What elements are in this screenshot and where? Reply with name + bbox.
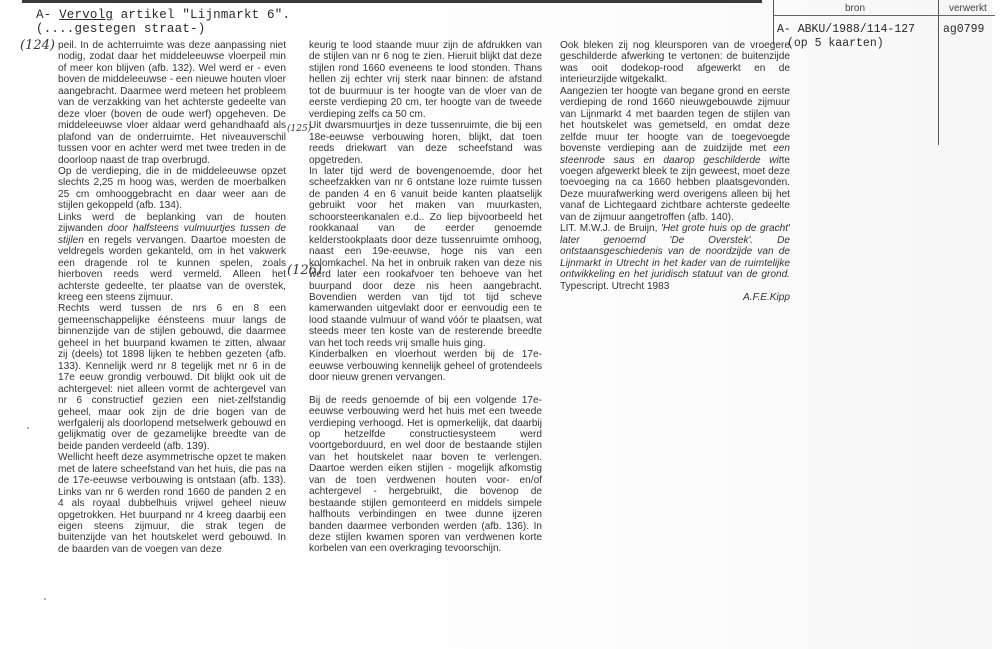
text-run: en regels vervangen. Daartoe moesten de veldregels worden gekanteld, om in het vakwerk een dragende rol te kunnen spelen, zoals hierboven reeds werd vermeld. Alleen het achterste gedeelte, ter plaatse van de overstek, kreeg een steens zijmuur.: [58, 234, 286, 303]
table-header-rule: [773, 15, 995, 16]
text-run: Links werd de beplanking van de houten zijwanden: [58, 211, 286, 235]
italic-run: een steenrode saus en daarop geschilderde wit: [560, 143, 790, 166]
table-header-verwerkt: verwerkt: [949, 3, 987, 14]
paragraph: [560, 86, 790, 223]
paragraph: peil. In de achterruimte was deze aanpassing niet nodig, zodat daar het middeleeuwse vloerpeil min of meer kon blijven (afb. 132). Wel werd er - even boven de middeleeuwse - een nieuwe houten vloer aangebracht. Daarmee werd meteen het probleem van de verzakking van het achterste gedeelte van deze vloer (boven de oude werf) opgeheven. De middeleeuwse vloer aldaar werd gehandhaafd als plafond van de onderruimte. Het niveauverschil tussen voor en achter werd met twee treden in de doorloop naast de trap overbrugd.: [58, 40, 286, 166]
margin-note-124: (124): [20, 38, 55, 53]
heading-subtitle: (....gestegen straat-): [36, 22, 206, 36]
scan-speck: [44, 598, 46, 600]
text-column-2: [309, 40, 542, 555]
table-divider-left: [773, 0, 774, 45]
lit-publication: Typescript. Utrecht 1983: [560, 280, 670, 292]
source-card-count: (op 5 kaarten): [787, 37, 884, 50]
paragraph: Op de verdieping, die in de middeleeuwse opzet slechts 2,25 m hoog was, werden de moerbalken 25 cm omhooggebracht en daar weer aan de stijlen gekoppeld (afb. 134).: [58, 165, 286, 212]
paragraph: Bij de reeds genoemde of bij een volgende 17e-eeuwse verbouwing werd het huis met een tweede verdieping verhoogd. Het is opmerkelijk, dat daarbij op hetzelfde constructiesysteem werd voortgeborduurd, en wel door de bestaande stijlen van het houtskelet naar boven te verlengen. Daartoe werden eiken stijlen - mogelijk afkomstig van de toen verdwenen houten voor- en/of achtergevel - hergebruikt, die bovenop de bestaande stijlen gemonteerd en middels simpele halfhouts verbindingen en twee dunne ijzeren banden daarmee verbonden werden (afb. 136). In deze stijlen kwamen sporen van verdwenen korte korbelen van een overkraging tevoorschijn.: [309, 394, 542, 555]
processed-code: ag0799: [943, 23, 985, 36]
top-rule: [22, 0, 762, 3]
margin-note-126: (126): [287, 263, 322, 278]
lit-title: 'Het grote huis op de gracht' later genoemd 'De Overstek'. De ontstaansgeschiedenis van de noordzijde van de Lijnmarkt in Utrecht in het kader van de ruimtelijke ontwikkeling en het juridisch statuut van de grond.: [560, 223, 790, 281]
paragraph: [58, 212, 286, 304]
paragraph: In later tijd werd de bovengenoemde, door het scheefzakken van nr 6 ontstane loze ruimte tussen de panden 4 en 6 vanuit beide kanten plaatselijk gebruikt voor het maken van muurkasten, schoorsteenkanalen e.d.. Zo liep bijvoorbeeld het rookkanaal van de eerder genoemde kelderstookplaats door deze tussenruimte omhoog, naast een 19e-eeuwse, hoge nis van een kolomkachel. Na het in onbruik raken van deze nis werd later een rookafvoer ten behoeve van het buurpand door deze nis heen aangebracht. Bovendien werden van tijd tot tijd scheve kamerwanden uitgevlakt door er eenvoudig een te lood staande vulmuur of wand vóór te plaatsen, wat steeds meer ten koste van de resterende breedte van het toch reeds vrij smalle huis ging.: [309, 165, 542, 349]
text-run: Aangezien ter hoogte van begane grond en eerste verdieping de rond 1660 nieuwgebouwde zijmuur van Lijnmarkt 4 met baarden tegen de stijlen van het houtskelet was gemetseld, en omdat deze zelfde muur ter hoogte van de toegevoegde bovenste verdieping aan de zuidzijde met: [560, 85, 790, 155]
heading-title: artikel "Lijnmarkt 6".: [113, 8, 291, 22]
paragraph: Uit dwarsmuurtjes in deze tussenruimte, die bij een 18e-eeuwse verbouwing horen, blijkt, dat toen reeds driekwart van deze scheefstand was opgetreden.: [309, 120, 542, 166]
paragraph: Wellicht heeft deze asymmetrische opzet te maken met de latere scheefstand van het huis, die pas na de 17e-eeuwse verbouwing is ontstaan (afb. 133). Links van nr 6 werden rond 1660 de panden 2 en 4 als royaal dubbelhuis vrijwel geheel nieuw opgetrokken. Het buurpand nr 4 kreeg daarbij een eigen steens zijmuur, die strak tegen de buitenzijde van het houtskelet werd gebouwd. In de baarden van de voegen van deze: [58, 452, 286, 555]
lit-author: LIT. M.W.J. de Bruijn,: [560, 223, 661, 235]
text-column-3: [560, 40, 790, 303]
paragraph: Kinderbalken en vloerhout werden bij de 17e-eeuwse verbouwing kennelijk geheel of grotendeels door nieuw grenen vervangen.: [309, 349, 542, 384]
table-divider-middle: [938, 0, 939, 145]
paragraph: Ook bleken zij nog kleursporen van de vroegere geschilderde afwerking te vertonen: de buitenzijde was ooit dodekop-rood afgewerkt en de interieurzijde witgekalkt.: [560, 40, 790, 86]
text-column-1: [58, 40, 286, 555]
heading-prefix: A-: [36, 8, 60, 22]
heading-underlined-word: Vervolg: [59, 8, 114, 22]
author-signature: A.F.E.Kipp: [743, 291, 790, 303]
margin-note-125: (125): [287, 124, 312, 134]
text-run: te voegen afgewerkt bleek te zijn geweest, moet deze toevoeging na ca 1660 hebben plaatsgevonden. Deze muurafwerking werd overigens alleen bij het vanaf de Lichtegaard zichtbare achterste gedeelte van de zijmuur aangetroffen (afb. 140).: [560, 154, 790, 223]
literature-reference: [560, 223, 790, 292]
paragraph: Rechts werd tussen de nrs 6 en 8 een gemeenschappelijke éénsteens muur langs de binnenzijde van de stijlen gebouwd, die daarmee geheel in het buurpand kwamen te zitten, alwaar zij (deels) tot 1898 lijken te hebben gezeten (afb. 133). Kennelijk werd nr 8 tegelijk met nr 6 in de 17e eeuw grondig verbouwd. Dit blijkt ook uit de achtergevel: niet alleen vormt de achtergevel van nr 6 constructief gezien een niet-zelfstandig geheel, maar ook zijn de drie bogen van de werfgalerij als doorlopend metselwerk gebouwd en gelijkmatig over de gezamelijke breedte van de beide panden verdeeld (afb. 139).: [58, 303, 286, 452]
source-reference: A- ABKU/1988/114-127: [777, 23, 916, 36]
table-header-bron: bron: [845, 3, 866, 14]
scan-speck: [27, 427, 29, 429]
article-heading: [36, 8, 290, 36]
paragraph: keurig te lood staande muur zijn de afdrukken van de stijlen van nr 6 nog te zien. Hieruit blijkt dat deze stijlen rond 1660 eveneens te lood stonden. Thans hellen zij echter vrij sterk naar binnen: de afstand tot de buurmuur is ter hoogte van de vloer van de eerste verdieping 20 cm, ter hoogte van de tweede verdieping zelfs ca 50 cm.: [309, 40, 542, 120]
italic-run: door halfsteens vulmuurtjes tussen de stijlen: [58, 223, 286, 246]
